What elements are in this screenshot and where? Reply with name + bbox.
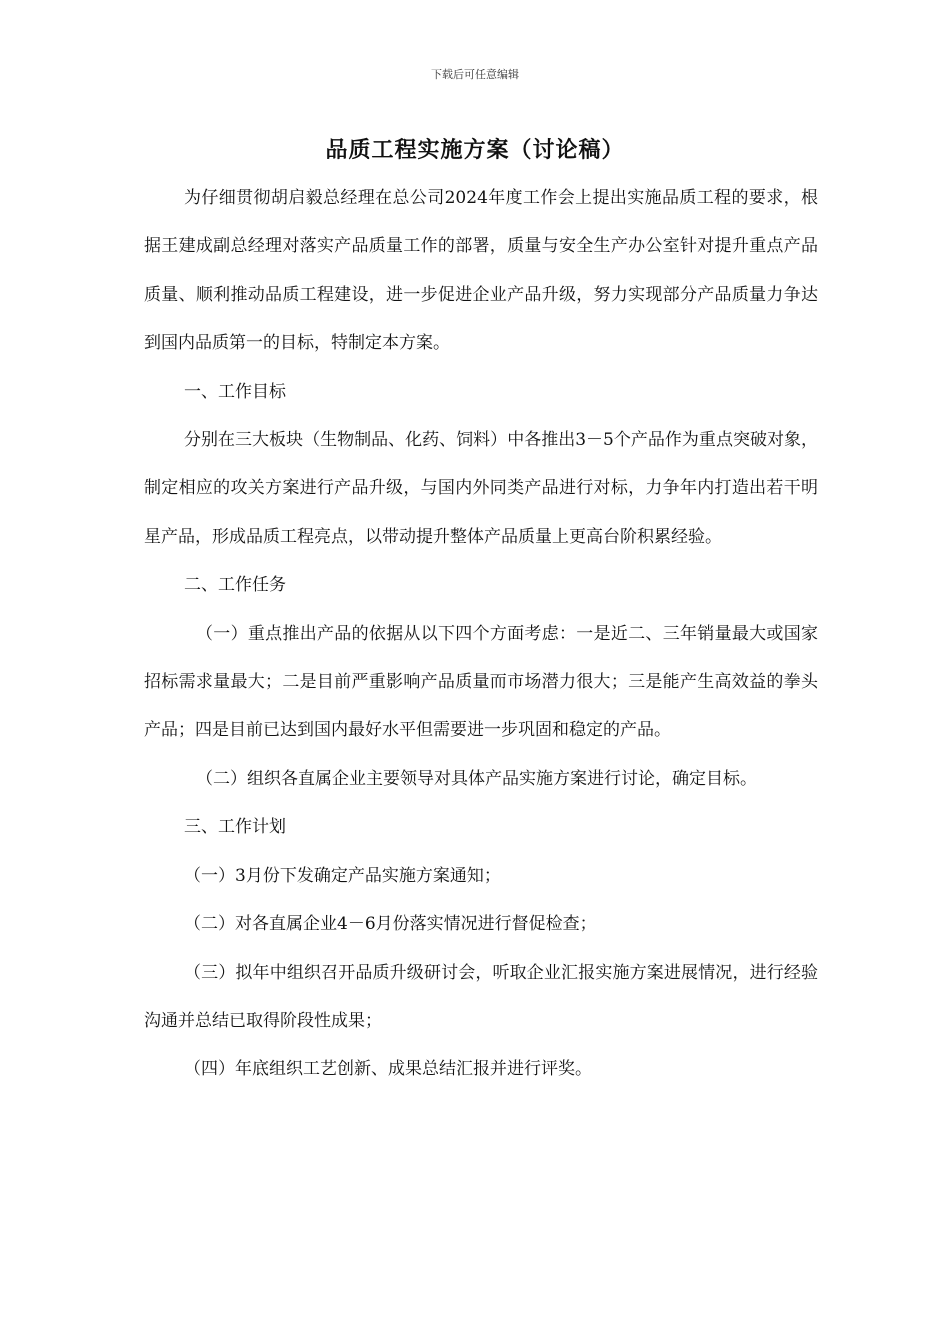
paragraph-task-2: （二）组织各直属企业主要领导对具体产品实施方案进行讨论，确定目标。 <box>196 768 757 789</box>
paragraph-intro: 为仔细贯彻胡启毅总经理在总公司2024年度工作会上提出实施品质工程的要求，根据王建成副总经理对落实产品质量工作的部署，质量与安全生产办公室针对提升重点产品质量、顺利推动品质工程建设，进一步促进企业产品升级，努力实现部分产品质量力争达到国内品质第一的目标，特制定本方案。 <box>144 188 818 354</box>
section-heading-plan: 三、工作计划 <box>184 817 286 838</box>
paragraph-goals: 分别在三大板块（生物制品、化药、饲料）中各推出3－5个产品作为重点突破对象，制定相应的攻关方案进行产品升级，与国内外同类产品进行对标，力争年内打造出若干明星产品，形成品质工程亮点，以带动提升整体产品质量上更高台阶积累经验。 <box>144 430 818 547</box>
paragraph-plan-4: （四）年底组织工艺创新、成果总结汇报并进行评奖。 <box>184 1059 592 1080</box>
paragraph-plan-3: （三）拟年中组织召开品质升级研讨会，听取企业汇报实施方案进展情况，进行经验沟通并总结已取得阶段性成果； <box>144 962 818 1031</box>
header-note: 下载后可任意编辑 <box>431 68 519 81</box>
paragraph-plan-2: （二）对各直属企业4－6月份落实情况进行督促检查； <box>184 914 597 935</box>
paragraph-task-1: （一）重点推出产品的依据从以下四个方面考虑：一是近二、三年销量最大或国家招标需求量最大；二是目前严重影响产品质量而市场潜力很大；三是能产生高效益的拳头产品；四是目前已达到国内最好水平但需要进一步巩固和稳定的产品。 <box>144 623 818 741</box>
document-body <box>144 174 818 1094</box>
section-heading-goals: 一、工作目标 <box>184 381 286 402</box>
paragraph-plan-1: （一）3月份下发确定产品实施方案通知； <box>184 865 501 886</box>
section-heading-tasks: 二、工作任务 <box>184 575 286 596</box>
document-title: 品质工程实施方案（讨论稿） <box>325 137 625 163</box>
